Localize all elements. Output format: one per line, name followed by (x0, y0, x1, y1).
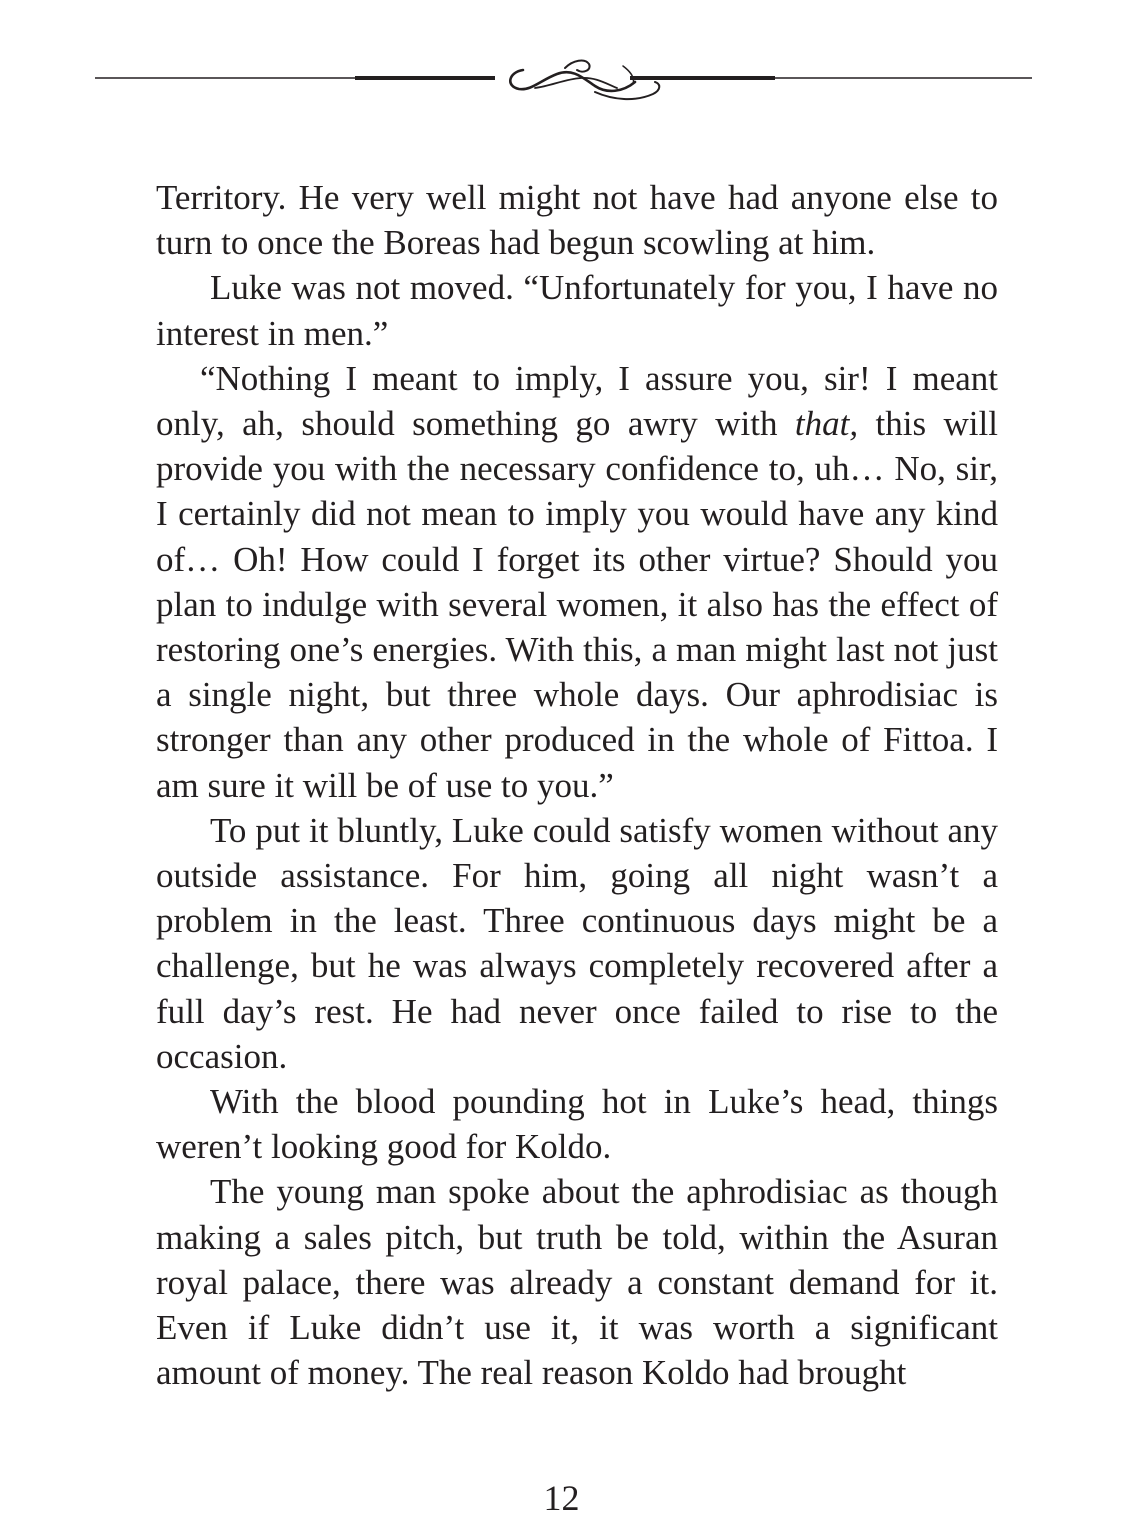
paragraph: Territory. He very well might not have had anyone else to turn to once the Boreas had begun scowling at him. (156, 178, 998, 263)
paragraph: The young man spoke about the aphrodisiac as though making a sales pitch, but truth be told, within the Asuran royal palace, there was already a constant demand for it. Even if Luke didn’t use it, it was worth a significant amount of money. The real reason Koldo had brought (156, 1172, 998, 1393)
paragraph-text: “Nothing I meant to imply, I assure you, sir! I meant only, ah, should something go awry with (156, 358, 998, 444)
paragraph: Luke was not moved. “Unfortunately for you, I have no interest in men.” (156, 268, 998, 353)
paragraph (156, 356, 998, 808)
paragraph: To put it bluntly, Luke could satisfy women without any outside assistance. For him, going all night wasn’t a problem in the least. Three continuous days might be a challenge, but he was always completely recovered after a full day’s rest. He had never once failed to rise to the occasion. (156, 810, 998, 1076)
body-text (156, 175, 998, 1395)
paragraph: With the blood pounding hot in Luke’s head, things weren’t looking good for Koldo. (156, 1082, 998, 1167)
emphasis-text: that, (794, 404, 859, 444)
paragraph-text: this will provide you with the necessary confidence to, uh… No, sir, I certainly did not mean to imply you would have any kind of… Oh! How could I forget its other virtue? Should you plan to indulge with several women, it also has the effect of restoring one’s energies. With this, a man might last not just a single night, but three whole days. Our aphrodisiac is stronger than any other produced in the whole of Fittoa. I am sure it will be of use to you.” (156, 404, 998, 805)
header-ornament (95, 52, 1032, 112)
page-number: 12 (543, 1478, 580, 1518)
